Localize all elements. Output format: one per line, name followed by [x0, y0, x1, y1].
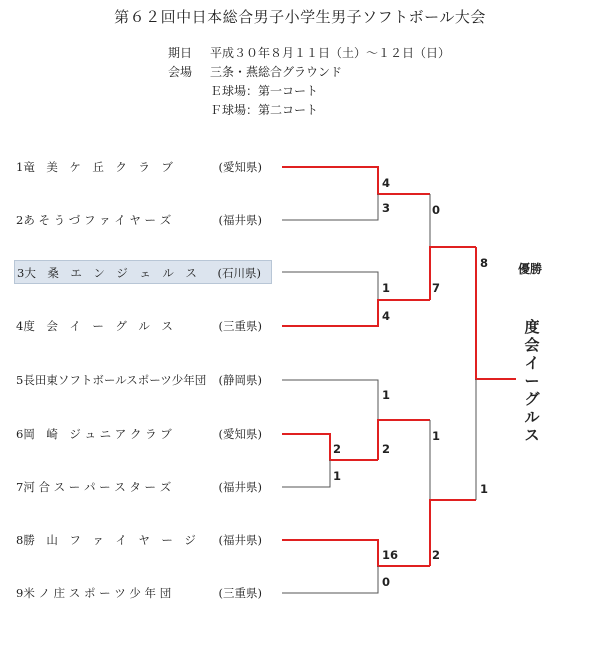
team-pref: (愛知県)	[218, 427, 262, 441]
team-pref: (福井県)	[218, 480, 262, 494]
page-title: 第６２回中日本総合男子小学生男子ソフトボール大会	[114, 8, 486, 26]
score: 2	[432, 548, 441, 562]
score: 8	[480, 256, 489, 270]
score: 4	[382, 176, 391, 190]
score: 2	[382, 442, 391, 456]
bracket-line-winner	[282, 540, 430, 566]
venue-value: 三条・燕総合グラウンド	[210, 65, 343, 79]
team-name: 2あ そ う づ フ ァ イ ヤ ー ズ	[16, 213, 172, 227]
team-name: 9米 ノ 庄 ス ポ ー ツ 少 年 団	[16, 586, 172, 600]
field-f: Ｆ球場：第二コート	[210, 103, 319, 117]
team-pref: (三重県)	[218, 319, 262, 333]
score: 1	[382, 281, 391, 295]
bracket-line-winner	[282, 167, 430, 194]
date-value: 平成３０年８月１１日（土）～１２日（日）	[210, 46, 451, 60]
team-pref: (福井県)	[218, 213, 262, 227]
team-name: 5長田東ソフトボールスポーツ少年団	[16, 373, 207, 387]
bracket-line-loser	[282, 460, 330, 487]
champion-name: 度会イーグルス	[524, 318, 540, 444]
bracket-line-winner	[282, 434, 378, 460]
date-label: 期日	[168, 46, 193, 60]
score: 2	[333, 442, 342, 456]
score: 7	[432, 281, 441, 295]
score: 3	[382, 201, 391, 215]
bracket-line-loser	[282, 272, 378, 300]
team-pref: (静岡県)	[218, 373, 262, 387]
team-name: 3大 桑 エ ン ジ ェ ル ス	[17, 266, 197, 280]
bracket-line-loser	[282, 566, 378, 593]
score: 1	[480, 482, 489, 496]
team-name: 1竜 美 ケ 丘 ク ラ ブ	[16, 160, 173, 174]
team-name: 7河 合 ス ー パ ー ス タ ー ズ	[16, 480, 172, 494]
bracket-line-winner	[282, 300, 430, 326]
team-pref: (三重県)	[218, 586, 262, 600]
score: 1	[432, 429, 441, 443]
field-e: Ｅ球場：第一コート	[210, 84, 319, 98]
team-pref: (福井県)	[218, 533, 262, 547]
bracket-line-loser	[282, 194, 378, 220]
score: 16	[382, 548, 399, 562]
score: 0	[432, 203, 441, 217]
score: 4	[382, 309, 391, 323]
team-name: 8勝 山 フ ァ イ ヤ ー ジ	[16, 533, 196, 547]
team-name: 4度 会 イ ー グ ル ス	[16, 319, 173, 333]
team-name: 6岡 崎 ジ ュ ニ ア ク ラ ブ	[16, 427, 172, 441]
team-pref: (石川県)	[217, 266, 261, 280]
champion-label: 優勝	[518, 262, 543, 276]
team-pref: (愛知県)	[218, 160, 262, 174]
score: 1	[333, 469, 342, 483]
venue-label: 会場	[168, 65, 193, 79]
score: 1	[382, 388, 391, 402]
score: 0	[382, 575, 391, 589]
bracket-line-loser	[282, 380, 378, 420]
